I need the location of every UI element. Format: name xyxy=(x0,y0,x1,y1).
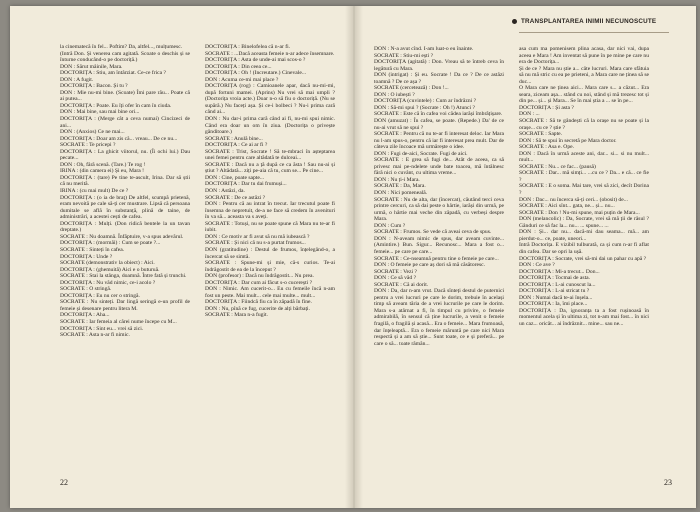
dialogue-paragraph: SOCRATE : Iar femeia al cărei nume începe cu M... xyxy=(60,318,177,325)
book-spread xyxy=(10,6,696,508)
dialogue-paragraph: DON : Ce motiv ar fi avut să nu mă iubească ? xyxy=(205,233,310,240)
dialogue-paragraph: SOCRATE : ...Dacă aceasta femeie n-ar adece însemnare. xyxy=(205,50,335,57)
dialogue-paragraph: DON : Mie nu-mi bine. (Scoate) Îmi pare rău... Poate că ai putea... xyxy=(60,89,190,103)
running-head xyxy=(512,18,692,25)
dialogue-paragraph: SOCRATE : Frumos. Se vede că aveai ceva de spus. xyxy=(374,229,492,236)
dialogue-paragraph: DON : Nu ți-i Mara. xyxy=(374,176,420,183)
dialogue-paragraph: DON : Nu dar-i prima cară când ai fi, nu-mi spui nimic. Când era doar un om în ziua. (Doctorița o privește gânditoare.) xyxy=(205,116,335,136)
dialogue-paragraph: DON : Ce ave ? xyxy=(519,262,555,269)
dialogue-paragraph: SOCRATE : Anulă bine... xyxy=(205,135,263,142)
dialogue-paragraph: DOCTORIȚA : Eu nu cer o stringă. xyxy=(60,292,140,299)
dialogue-paragraph: IRINA : (cu mai mult) De ce ? xyxy=(60,188,129,195)
dialogue-paragraph: SOCRATE : Spune-mi și mie, că-s curios. Te-ai îndrăgostit de ea de la început ? xyxy=(205,260,335,273)
dialogue-paragraph: SOCRATE : Sinteți în cafea. xyxy=(60,246,125,253)
dialogue-paragraph: DON : A fugit. xyxy=(60,76,94,83)
dialogue-paragraph: DON : Mai bine, sau mai bine ori... xyxy=(60,109,140,116)
dialogue-paragraph: DON : ... xyxy=(519,111,540,118)
dialogue-paragraph: DON : Să-mi spui ? (Socrate : Oh !) Atunci ? xyxy=(374,104,475,111)
dialogue-paragraph: DOCTORIȚA (agitată) : Don. Vreau să te întreb ceva în legătură cu Mara. xyxy=(374,59,504,72)
dialogue-paragraph: SOCRATE : Este că în cafea voi cădea iarăși îmbrățișare. xyxy=(374,111,503,118)
dialogue-paragraph: DON (amuzat) : În cafea, se poate. (Repede.) Da' de ce nu-ai vrut să ne spui ? xyxy=(374,118,504,131)
dialogue-paragraph: DOCTORIȚA : Socrate, vrei să-mi dai un pahar cu apă ? xyxy=(519,255,647,262)
dialogue-paragraph: DON (melancolic) : Da, Socrate, vrei să mă ții de râsul ? Gânduri ce să fac la... nu... ... spune... ... xyxy=(519,216,649,229)
dialogue-paragraph: DON : Cum ? xyxy=(374,222,406,229)
left-page-column-1 xyxy=(60,44,190,469)
dialogue-paragraph: DOCTORIȚA : (tare) Pe tine te-ascult, Irina. Dar să știi că nu merită. xyxy=(60,174,190,188)
bullet-icon xyxy=(512,19,517,24)
page-number-left: 22 xyxy=(60,478,68,487)
dialogue-paragraph: SOCRATE : Trist, Socrate ! Să te-mbraci în așteptarea unei femei pentru care altădată te dulceai... xyxy=(205,148,335,162)
dialogue-paragraph: DOCTORIȚA : Unde ? xyxy=(60,253,113,260)
dialogue-paragraph: SOCRATE : E o soma. Mai tare, vrei să zici, decît Dorina ? xyxy=(519,183,649,197)
dialogue-paragraph: DOCTORIȚA : Doar am zis că... vreau... De ce nu... xyxy=(60,135,178,142)
running-head-text: TRANSPLANTAREA INIMII NECUNOSCUTE xyxy=(521,18,657,25)
dialogue-paragraph: SOCRATE : Vezi ? xyxy=(374,268,417,275)
left-page-column-2 xyxy=(205,44,335,469)
dialogue-paragraph: DOCTORIȚA : (ghemuită) Aici e o buturuă. xyxy=(60,266,160,273)
dialogue-paragraph: DOCTORIȚA : Binelofelea că n-ar fi. xyxy=(205,44,291,50)
right-page xyxy=(354,6,696,508)
dialogue-paragraph: DOCTORIȚA : Poate. Eu îți ofer în cam în ciuda. xyxy=(60,102,172,109)
dialogue-paragraph: DON : Astăzi, da. xyxy=(205,188,245,195)
dialogue-paragraph: SOCRATE : Că ai dorit. xyxy=(374,281,429,288)
dialogue-paragraph: DOCTORIȚA : Dar tu dai frumuși... xyxy=(205,181,287,188)
dialogue-paragraph: DOCTORIȚA : Tocmai de asta. xyxy=(519,275,591,282)
dialogue-paragraph: SOCRATE : Stai la stânga, doamnă. Între fată și trunchi. xyxy=(60,273,187,280)
dialogue-paragraph: DON (intrigat) : Și eu. Socrate ! Da ce ? De ce astăzi toamnă ? De ce așa ? xyxy=(374,72,504,85)
dialogue-paragraph: (Intră Don. Și venerea cam agitată. Scoate o deschis și se înturne conducând-o pe doctoriță.) xyxy=(60,50,190,64)
dialogue-paragraph: DOCTORIȚA : La ghicit viitorul, nu. (Îi ochi lui.) Dau pecate... xyxy=(60,148,190,162)
dialogue-paragraph: DON : N-aveam nimic de spus, dar aveam cuvinte... (Amintire.) Bun. Sigur... Recunosc... Mara a fost o... femeie... pe care pe care... xyxy=(374,235,504,255)
dialogue-paragraph: SOCRATE : Asa e. Ope. xyxy=(519,144,575,151)
dialogue-paragraph: SOCRATE : E grea să fugi de... Atât de aceea, ca să privesc mai pe-ndelete unde bate toacea, mă întâlnesc fără nici o cuvânt, cu ultima vreme... xyxy=(374,157,504,177)
dialogue-paragraph: DOCTORIȚA (cuvintele) : Cum ar îndrăzni ? xyxy=(374,98,477,105)
dialogue-paragraph: SOCRATE : Don ! Nu-mi spune, mai puțin de Mara... xyxy=(519,209,640,216)
dialogue-paragraph: DON : Și... dar nu... dacă-mi dau seama... mă... am pierdut-o... ce, poate, uneori... xyxy=(519,229,649,242)
dialogue-paragraph: SOCRATE (demonstrativ la obiect) : Aici. xyxy=(60,260,155,267)
dialogue-paragraph: asa cum ma pomenisem plina acasa, dar nici vai, dupa aceea e Mara ! Am inventat să pune în pe mine pe care nu era de Doctorița... xyxy=(519,46,649,66)
dialogue-paragraph: DOCTORIȚA : Mulți. (Don ridică bentele la un tavan dreptate.) xyxy=(60,220,190,234)
dialogue-paragraph: DON : Cine, poate sapte... xyxy=(205,174,265,181)
dialogue-paragraph: DON : Numai dacă te-ai înșela... xyxy=(519,294,593,301)
dialogue-paragraph: SOCRATE : Ce-nseamnă pentru tine o femeie pe care... xyxy=(374,255,499,262)
dialogue-paragraph: SOCRATE : De ce astăzi ? xyxy=(205,194,266,201)
dialogue-paragraph: DON : Da, dar n-am vrut. Dacă sînteți destul de puternici pentru a vrei lucruri pe care le dorim, trebuie în același timp să aveam tăria de a vrei lucrurile pe care le dorim. Mara s-a atârnat a fi, în timpul cu privire, o femeie admirabilă, în sensul că ține lucrurile, a venit o femeie fragilă, o fragilă și acasă... Era o femeie... Mara frumoasă, dar înțeleaptă... Era o femeie măruntă pe care nici Mara respectă și a am să știe... Sunt toate, ce e și preferă... pe care o să... toate rămăn... xyxy=(374,288,504,347)
dialogue-paragraph: DOCTORIȚA : Ce ai ar fi ? xyxy=(205,142,268,149)
dialogue-paragraph: SOCRATE : Să te gândești că la orașe nu se poate și la orașe... cu ce ? știe ? xyxy=(519,118,649,131)
dialogue-paragraph: DOCTORIȚA : Ia, îmi place... xyxy=(519,301,588,308)
dialogue-paragraph: DOCTORIȚA : (mormăi) : Cum se poate ?... xyxy=(60,240,161,247)
dialogue-paragraph: DON : Nici pomeneală. xyxy=(374,190,428,197)
dialogue-paragraph: DON (gratitudine) : Destul de frumos, înțelegând-o, a încercat să se simtă. xyxy=(205,246,335,260)
dialogue-paragraph: SOCRATE : Nu de alta, dar (încercat), căutând terci ceva printre cercuri, ca să dai peste o hârtie, iarăși din urmă, pe urmă, o hârtie mai veche din zăpadă, cu verbeși despre Mara. xyxy=(374,196,504,223)
dialogue-paragraph: DOCTORIȚA : Bacon. Și tu ? xyxy=(60,83,128,90)
dialogue-paragraph: la cinematecă în fel... Poftim? Da, altfel..., mulțumesc. xyxy=(60,44,183,50)
dialogue-paragraph: IRINA : (din camera ei) Și eu, Mara ! xyxy=(60,168,145,175)
dialogue-paragraph: SOCRATE : O stringă. xyxy=(60,286,112,293)
dialogue-paragraph: SOCRATE : Nu doamnă. Înfăptuire, v-a spus adevărul. xyxy=(60,233,184,240)
dialogue-paragraph: DOCTORIȚA : L-ai stricat tu ? xyxy=(519,288,590,295)
dialogue-paragraph: SOCRATE : Pentru că nu te-ar fi interesat deloc. Iar Mara nu l-am spus-o, pentru că iar fi interesat prea mult. Dar de câteva zile încoace mă urmărește o idee. xyxy=(374,131,504,151)
dialogue-paragraph: DON : Nu, pînă ce fug, cucerite de alți bărbați. xyxy=(205,305,310,312)
dialogue-paragraph: SOCRATE : Asta n-ar fi nimic. xyxy=(60,332,130,339)
dialogue-paragraph: SOCRATE : Nu... ce fac... (pausă) xyxy=(519,163,596,170)
dialogue-paragraph: DOCTORIȚA : Și asta ? xyxy=(519,104,574,111)
dialogue-paragraph: DON : N-a avut cînd. I-am luat-o eu înainte. xyxy=(374,46,474,52)
dialogue-paragraph: DOCTORIȚA : Dar cum ai făcut s-o cucerești ? xyxy=(205,279,313,286)
dialogue-paragraph: SOCRATE : Dacă nu a ță după ce ca ăsta ! Sau nu-ai și știut ? Altădată... ziți pe-aia că tu, cum se... Pe cine... xyxy=(205,161,335,175)
dialogue-paragraph: DON : O femeie pe care aș dori să mă căsătoresc. xyxy=(374,262,486,269)
dialogue-paragraph: DOCTORIȚA : L-ai cunoscut la... xyxy=(519,281,596,288)
dialogue-paragraph: SOCRATE : Totuși, nu se poate spune că Mara nu te-ar fi iubit. xyxy=(205,220,335,234)
dialogue-paragraph: DOCTORIȚA : Aha... xyxy=(60,312,110,319)
dialogue-paragraph: DON : Acuma ce-mi mai place ? xyxy=(205,76,279,83)
dialogue-paragraph: SOCRATE : Da, Mara. xyxy=(374,183,426,190)
dialogue-paragraph: DON : O iubești ? xyxy=(374,91,415,98)
left-page xyxy=(10,6,352,508)
dialogue-paragraph: DOCTORIȚA : Mi-a trecut... Don... xyxy=(519,268,600,275)
dialogue-paragraph: DON : (Anxios) Ce ne mai... xyxy=(60,129,125,136)
right-page-column-1 xyxy=(374,46,504,471)
running-head-rule xyxy=(519,32,669,33)
dialogue-paragraph: DOCTORIȚA : Stiu, am întârziat. Ce-ce frica ? xyxy=(60,70,166,77)
dialogue-paragraph: DOCTORIȚA : Nu văd nimic, ce-i acolo ? xyxy=(60,279,156,286)
dialogue-paragraph: DON : Pentru că au intrat în trecut. Iar trecutul poate fi însemna de nepretuit, de-a ne face să credem în avenituri în va să... aceasta va s aveți. xyxy=(205,201,335,221)
dialogue-paragraph: SOCRATE : Sapte. xyxy=(519,131,563,138)
dialogue-paragraph: DOCTORIȚA : Sint eu... vrei să zici. xyxy=(60,325,144,332)
dialogue-paragraph: Și de ce ? Mara nu știe a... câte lucruri. Mara care sfătuia să nu mă stric cu ea pe prieteni, a Mara care ne ținea să se duc... xyxy=(519,65,649,85)
dialogue-paragraph: SOCRATE : Aici sînt... gata, ne... și... nu... xyxy=(519,203,615,210)
dialogue-paragraph: DOCTORIȚA : (o ia de braț) De altfel, scumpă prietenă, eram nevoită pe cale să-ți cer mustrare. Lipsă că persoana dumitale se află în substanță, plină de taine, de administrări, a acestei cești de cafea. xyxy=(60,194,190,221)
dialogue-paragraph: DON (profesor) : Dacă nu îndrăgostit... Nu prea. xyxy=(205,273,314,280)
dialogue-paragraph: DOCTORIȚA : Da, ignoranța ta a fost rușinoasă în momentul acela și în ultima zi, tot n-am mai fost... în nici un caz... oricât... ai îndrăznit... mine... sau ne... xyxy=(519,307,649,327)
dialogue-paragraph: DOCTORIȚA : Fiindcă fiu ca în zăpadă în fine. xyxy=(205,299,312,306)
right-page-column-2 xyxy=(519,46,649,471)
dialogue-paragraph: O Mara care ne ținea aici... Mara care s... a căzut... Era seara, ziceam așa... stând cu noi, stând și mă trezesc tot și din pe... și... și Mara... Se în mai știa a ... se în pe... xyxy=(519,85,649,105)
dialogue-paragraph: Intră Doctorița. E vizibil tulburată, ca și cum n-ar fi aflat din cafea. Dar se opri la ușă. xyxy=(519,242,649,255)
dialogue-paragraph: SOCRATE : Stiu-mi ești ? xyxy=(374,52,434,59)
dialogue-paragraph: DOCTORIȚA (rog) : Camioanele apar, dacă nu-mi-mi, după fortuni mamei. (Aprins) Nu vrei să mai umpli ? (Doctorița vroia acte.) Doar n-o să fiu o doctoriță. (Nu se supără.) Nu faceți așa. Și ce-i bolbeci ? Nu-i prima cară când ai... xyxy=(205,83,335,116)
dialogue-paragraph: DON : Fugi de-aici, Socrate. Fugi de aici. xyxy=(374,150,468,157)
dialogue-paragraph: SOCRATE (cercetează) : Don !... xyxy=(374,85,449,92)
dialogue-paragraph: SOCRATE : Și nici că nu s-a purtat frumos... xyxy=(205,240,306,247)
page-number-right: 23 xyxy=(664,478,672,487)
dialogue-paragraph: DON : Oh, fără scenă. (Tare.) Te rog ! xyxy=(60,161,146,168)
dialogue-paragraph: DON : Dac... nu încerca să-ți ceri... (obosit) de... xyxy=(519,196,628,203)
dialogue-paragraph: SOCRATE : Mara n-a fugit. xyxy=(205,312,268,319)
dialogue-paragraph: SOCRATE : Te pricepi ? xyxy=(60,142,116,149)
dialogue-paragraph: DON : Sărut mâinile, Mara. xyxy=(60,63,123,70)
dialogue-paragraph: DOCTORIȚA : (Merge cât a ceva numai) Cincizeci de ani... xyxy=(60,116,190,129)
dialogue-paragraph: SOCRATE : Dar... mă simți... ...cu ce ? Da... e că... ce fie ? xyxy=(519,170,649,183)
dialogue-paragraph: DON : Nimic. Am cucerit-o... Eu cu femeile încă n-am fost un peste. Mai mult... cele mai multe... mult... xyxy=(205,286,335,299)
dialogue-paragraph: DOCTORIȚA : Asta de unde-ai mai scos-o ? xyxy=(205,57,306,64)
dialogue-paragraph: DOCTORIȚA : Din ceea ce... xyxy=(205,63,272,70)
dialogue-paragraph: DON : Să te spui în secretă pe Mara doctor. xyxy=(519,137,617,144)
dialogue-paragraph: DOCTORIȚA : Oh ! (Increutare.) Cinevale... xyxy=(205,70,307,77)
dialogue-paragraph: DON : Ce să văd ? xyxy=(374,275,417,282)
dialogue-paragraph: DON : Dacă în urmă aceste ani, dar... si... si nu mult... mult... xyxy=(519,150,649,164)
dialogue-paragraph: SOCRATE : Nu sinteți. Dar lingă seringă e-un profil de femeie și desenare pentru litera M. xyxy=(60,299,190,312)
